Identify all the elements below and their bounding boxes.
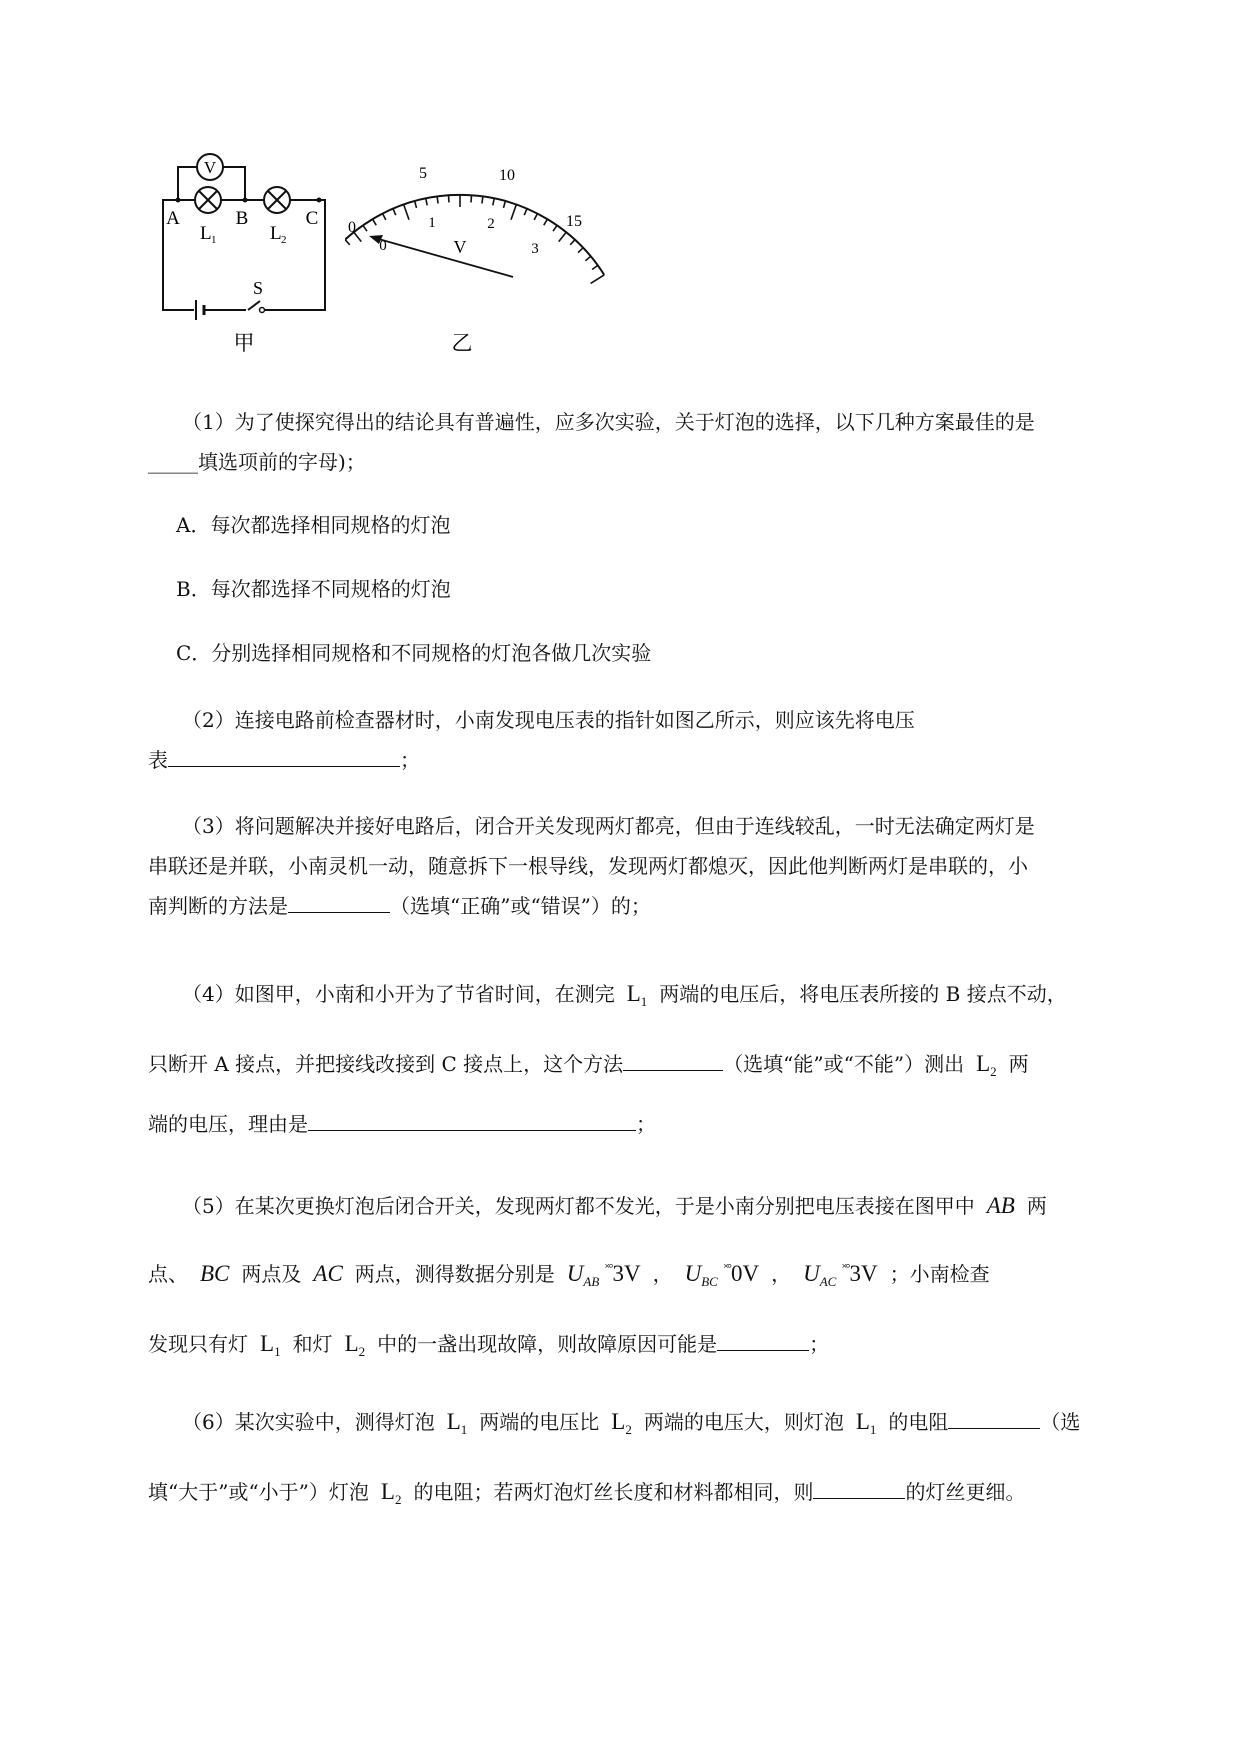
q5-l1: $L_1$ <box>260 1331 281 1359</box>
q2-prefix: 表 <box>148 748 168 772</box>
q6-l2a: $L_2$ <box>611 1409 632 1437</box>
q6-answer-blank-1[interactable] <box>948 1404 1040 1429</box>
question-4 <box>148 963 1148 1145</box>
dial-tick <box>578 248 583 253</box>
q5-line3-post1: 中的一盏出现故障，则故障原因可能是 <box>377 1332 718 1356</box>
q3-suffix: （选填“正确”或“错误”）的； <box>390 894 651 918</box>
dial-tick <box>591 275 605 284</box>
q1-option-c[interactable]: C．分别选择相同规格和不同规格的灯泡各做几次实验 <box>176 641 652 665</box>
q5-ubc: $U_{BC}$ ˟°0V <box>684 1261 760 1289</box>
figure-jia-caption: 甲 <box>233 331 255 355</box>
q5-line1-post: 两 <box>1026 1194 1047 1218</box>
q4-line1-pre: （4）如图甲，小南和小开为了节省时间，在测完 <box>182 982 615 1006</box>
dial-tick <box>415 201 417 208</box>
q4-l1: $L_1$ <box>626 981 648 1009</box>
q1-blank[interactable]: _____ <box>148 450 198 474</box>
figure-area <box>160 150 680 370</box>
dial-arc <box>345 195 604 275</box>
voltmeter-label: V <box>203 158 217 177</box>
q1-option-a[interactable]: A．每次都选择相同规格的灯泡 <box>176 513 451 537</box>
question-3 <box>148 806 1148 926</box>
q5-line3-post2: ； <box>809 1332 830 1356</box>
dial-tick <box>592 265 598 269</box>
point-c-label: C <box>305 208 319 229</box>
q5-bc: BC <box>200 1261 230 1286</box>
q3-line1: （3）将问题解决并接好电路后，闭合开关发现两灯都亮，但由于连线较乱，一时无法确定两灯是 <box>182 814 1035 838</box>
upper-scale-5: 5 <box>419 165 427 182</box>
dial-tick <box>570 240 575 245</box>
q6-l1b: $L_1$ <box>855 1409 877 1437</box>
q1-line2: 填选项前的字母)； <box>198 450 366 474</box>
q6-line1-mid3: 的电阻 <box>888 1410 949 1434</box>
lamp2-label: L <box>270 223 282 244</box>
question-5: （5）在某次更换灯泡后闭合开关，发现两灯都不发光，于是小南分别把电压表接在图甲中 AB 两 点、 BC 两点及 AC 两点，测得数据分别是 $U_{AB}$ ˟°3V ， $U_{BC}$ ˟°0V ， $U_{AC}$ ˟°3V ；小南检查 发现只有灯 $L_1$ 和灯 $L_2$ 中的一盏出现故障，则故障原因可能是 ； <box>148 1193 1047 1359</box>
question-1 <box>148 402 1148 482</box>
dial-tick <box>553 225 557 231</box>
q6-answer-blank-2[interactable] <box>813 1474 905 1499</box>
figure-yi-caption: 乙 <box>451 331 473 355</box>
q4-line3-pre: 端的电压，理由是 <box>148 1112 308 1136</box>
upper-scale-10: 10 <box>499 167 515 184</box>
dial-tick <box>449 195 450 202</box>
switch-label: S <box>252 278 264 298</box>
q4-line1-post: 两端的电压后，将电压表所接的 B 接点不动， <box>659 982 1067 1006</box>
q6-line1-post: （选 <box>1040 1410 1081 1434</box>
question-2 <box>148 700 1148 780</box>
dial-tick <box>493 199 494 206</box>
dial-tick <box>345 240 350 245</box>
dial-tick <box>524 209 527 216</box>
q3-line2: 串联还是并联，小南灵机一动，随意拆下一根导线，发现两灯都熄灭，因此他判断两灯是串联的，小 <box>148 854 1028 878</box>
q5-uab: $U_{AB}$ ˟°3V <box>566 1261 641 1289</box>
point-a-label: A <box>166 208 180 229</box>
dial-tick <box>426 199 427 206</box>
q5-line2-mid2: 两点，测得数据分别是 <box>354 1262 555 1286</box>
dial-tick <box>373 219 377 225</box>
pointer-needle <box>375 238 513 277</box>
q6-line1-pre: （6）某次实验中，测得灯泡 <box>182 1410 435 1434</box>
dial-tick <box>511 205 516 220</box>
lower-scale-1: 1 <box>428 215 436 231</box>
dial-tick <box>585 256 590 261</box>
q5-ab: AB <box>986 1193 1015 1218</box>
dial-tick <box>534 214 537 220</box>
dial-tick <box>559 232 567 241</box>
dial-tick <box>383 214 386 220</box>
upper-scale-0: 0 <box>348 219 356 236</box>
dial-tick <box>504 201 506 208</box>
lamp1-sub: 1 <box>211 234 217 246</box>
q5-uac: $U_{AC}$ ˟°3V <box>803 1261 878 1289</box>
dial-tick <box>471 195 472 202</box>
q5-line3-mid: 和灯 <box>292 1332 333 1356</box>
dial-tick <box>363 225 367 231</box>
dial-tick <box>482 197 483 204</box>
lower-scale-3: 3 <box>531 241 539 257</box>
dial-tick <box>437 197 438 204</box>
q2-suffix: ； <box>400 748 420 772</box>
q4-line3-post: ； <box>636 1112 656 1136</box>
q5-line3-pre: 发现只有灯 <box>148 1332 248 1356</box>
point-b-label: B <box>235 208 249 229</box>
voltmeter-dial <box>345 150 645 365</box>
lamp1-label: L <box>200 223 212 244</box>
lamp2-sub: 2 <box>281 234 287 246</box>
q6-l2b: $L_2$ <box>380 1479 402 1507</box>
q6-line1-mid2: 两端的电压大，则灯泡 <box>643 1410 844 1434</box>
meter-unit: V <box>453 237 467 257</box>
q1-option-b[interactable]: B．每次都选择不同规格的灯泡 <box>176 577 451 601</box>
q4-line2-mid: （选填“能”或“不能”）测出 <box>723 1052 965 1076</box>
q6-l1a: $L_1$ <box>446 1409 468 1437</box>
dial-tick <box>544 219 548 225</box>
q6-line1-mid1: 两端的电压比 <box>479 1410 600 1434</box>
q6-line2-pre: 填“大于”或“小于”）灯泡 <box>148 1480 369 1504</box>
dial-tick <box>404 205 409 220</box>
q4-answer-blank-1[interactable] <box>623 1046 723 1071</box>
q5-line2-mid1: 两点及 <box>241 1262 302 1286</box>
q5-line1-pre: （5）在某次更换灯泡后闭合开关，发现两灯都不发光，于是小南分别把电压表接在图甲中 <box>182 1194 975 1218</box>
lower-scale-2: 2 <box>487 216 495 232</box>
q2-answer-blank[interactable] <box>168 742 400 767</box>
q3-answer-blank[interactable] <box>288 888 390 913</box>
dial-tick <box>393 209 396 216</box>
q2-line1: （2）连接电路前检查器材时，小南发现电压表的指针如图乙所示，则应该先将电压 <box>182 708 915 732</box>
q5-line2-pre: 点、 <box>148 1262 188 1286</box>
q6-line2-mid: 的电阻；若两灯泡灯丝长度和材料都相同，则 <box>413 1480 814 1504</box>
question-6 <box>148 1391 1148 1531</box>
q3-prefix: 南判断的方法是 <box>148 894 288 918</box>
q5-line2-post: ；小南检查 <box>889 1262 990 1286</box>
upper-scale-15: 15 <box>566 213 582 230</box>
q4-line2-post: 两 <box>1008 1052 1029 1076</box>
q4-answer-blank-2[interactable] <box>308 1106 636 1131</box>
q4-line2-pre: 只断开 A 接点，并把接线改接到 C 接点上，这个方法 <box>148 1052 624 1076</box>
q6-line2-post: 的灯丝更细。 <box>905 1480 1026 1504</box>
q5-answer-blank[interactable] <box>717 1326 809 1351</box>
circuit-diagram <box>160 150 340 365</box>
q1-line1: （1）为了使探究得出的结论具有普遍性，应多次实验，关于灯泡的选择，以下几种方案最佳的是 <box>182 410 1035 434</box>
lower-scale-0: 0 <box>379 238 387 254</box>
q5-l2: $L_2$ <box>344 1331 366 1359</box>
q4-l2: $L_2$ <box>976 1051 997 1079</box>
q5-ac: AC <box>313 1261 343 1286</box>
